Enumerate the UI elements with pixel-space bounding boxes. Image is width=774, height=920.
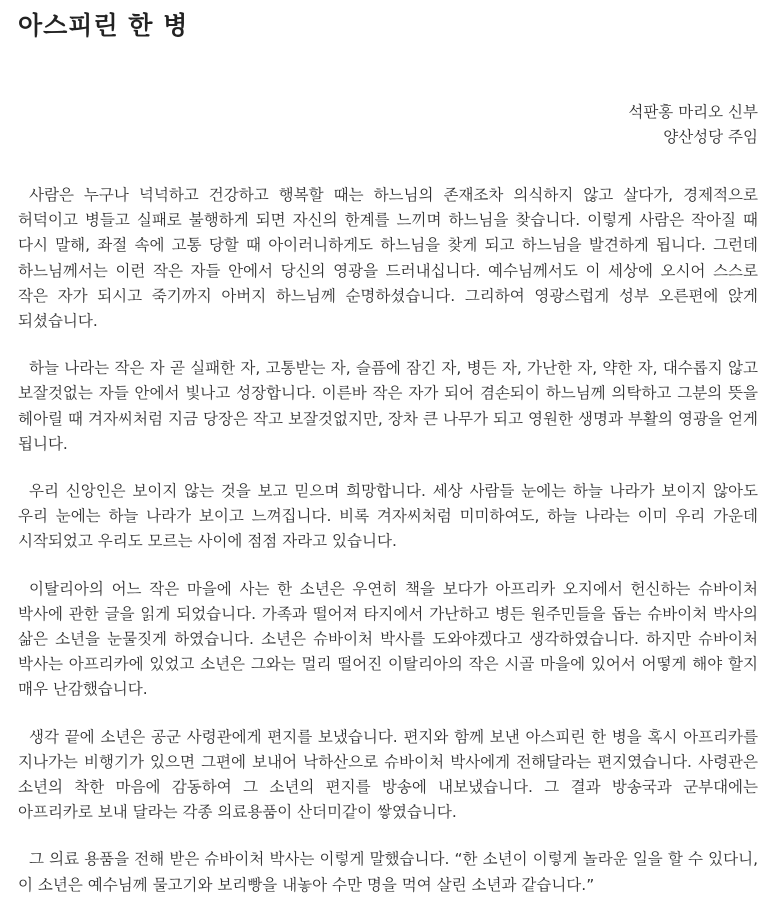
paragraph-2: 하늘 나라는 작은 자 곧 실패한 자, 고통받는 자, 슬픔에 잠긴 자, 병든 자, 가난한 자, 약한 자, 대수롭지 않고 보잘것없는 자들 안에서 빛나고 성장합니다. 이른바 작은 자가 되어 겸손되이 하느님께 의탁하고 그분의 뜻을 헤아릴 때 겨자씨처럼 지금 당장은 작고 보잘것없지만, 장차 큰 나무가 되고 영원한 생명과 부활의 영광을 얻게 됩니다.: [18, 359, 758, 453]
paragraph-4: 이탈리아의 어느 작은 마을에 사는 한 소년은 우연히 책을 보다가 아프리카 오지에서 헌신하는 슈바이처 박사에 관한 글을 읽게 되었습니다. 가족과 떨어져 타지에서 가난하고 병든 원주민들을 돕는 슈바이처 박사의 삶은 소년을 눈물짓게 하였습니다. 소년은 슈바이처 박사를 도와야겠다고 생각하였습니다. 하지만 슈바이처 박사는 아프리카에 있었고 소년은 그와는 멀리 떨어진 이탈리아의 작은 시골 마을에 있어서 어떻게 해야 할지 매우 난감했습니다.: [18, 579, 758, 699]
paragraph-5: 생각 끝에 소년은 공군 사령관에게 편지를 보냈습니다. 편지와 함께 보낸 아스피린 한 병을 혹시 아프리카를 지나가는 비행기가 있으면 그편에 보내어 낙하산으로 슈바이처 박사에게 전해달라는 편지였습니다. 사령관은 소년의 착한 마음에 감동하여 그 소년의 편지를 방송에 내보냈습니다. 그 결과 방송국과 군부대에는 아프리카로 보내 달라는 각종 의료용품이 산더미같이 쌓였습니다.: [18, 727, 758, 822]
author-byline: [628, 100, 758, 150]
paragraph-1: 사람은 누구나 넉넉하고 건강하고 행복할 때는 하느님의 존재조차 의식하지 않고 살다가, 경제적으로 허덕이고 병들고 실패로 불행하게 되면 자신의 한계를 느끼며 하느님을 찾습니다. 이렇게 사람은 작아질 때 다시 말해, 좌절 속에 고통 당할 때 아이러니하게도 하느님을 찾게 되고 하느님을 발견하게 됩니다. 그런데 하느님께서는 이런 작은 자들 안에서 당신의 영광을 드러내십니다. 예수님께서도 이 세상에 오시어 스스로 작은 자가 되시고 죽기까지 아버지 하느님께 순명하셨습니다. 그리하여 영광스럽게 성부 오른편에 앉게 되셨습니다.: [18, 186, 758, 331]
article-body: [18, 183, 758, 920]
paragraph-6: 그 의료 용품을 전해 받은 슈바이처 박사는 이렇게 말했습니다. “한 소년이 이렇게 놀라운 일을 할 수 있다니, 이 소년은 예수님께 물고기와 보리빵을 내놓아 수만 명을 먹여 살린 소년과 같습니다.”: [18, 850, 758, 894]
author-name: 석판홍 마리오 신부: [628, 103, 758, 121]
paragraph-3: 우리 신앙인은 보이지 않는 것을 보고 믿으며 희망합니다. 세상 사람들 눈에는 하늘 나라가 보이지 않아도 우리 눈에는 하늘 나라가 보이고 느껴집니다. 비록 겨자씨처럼 미미하여도, 하늘 나라는 이미 우리 가운데 시작되었고 우리도 모르는 사이에 점점 자라고 있습니다.: [18, 482, 758, 551]
author-position: 양산성당 주임: [663, 128, 758, 146]
article-title: 아스피린 한 병: [18, 11, 189, 40]
